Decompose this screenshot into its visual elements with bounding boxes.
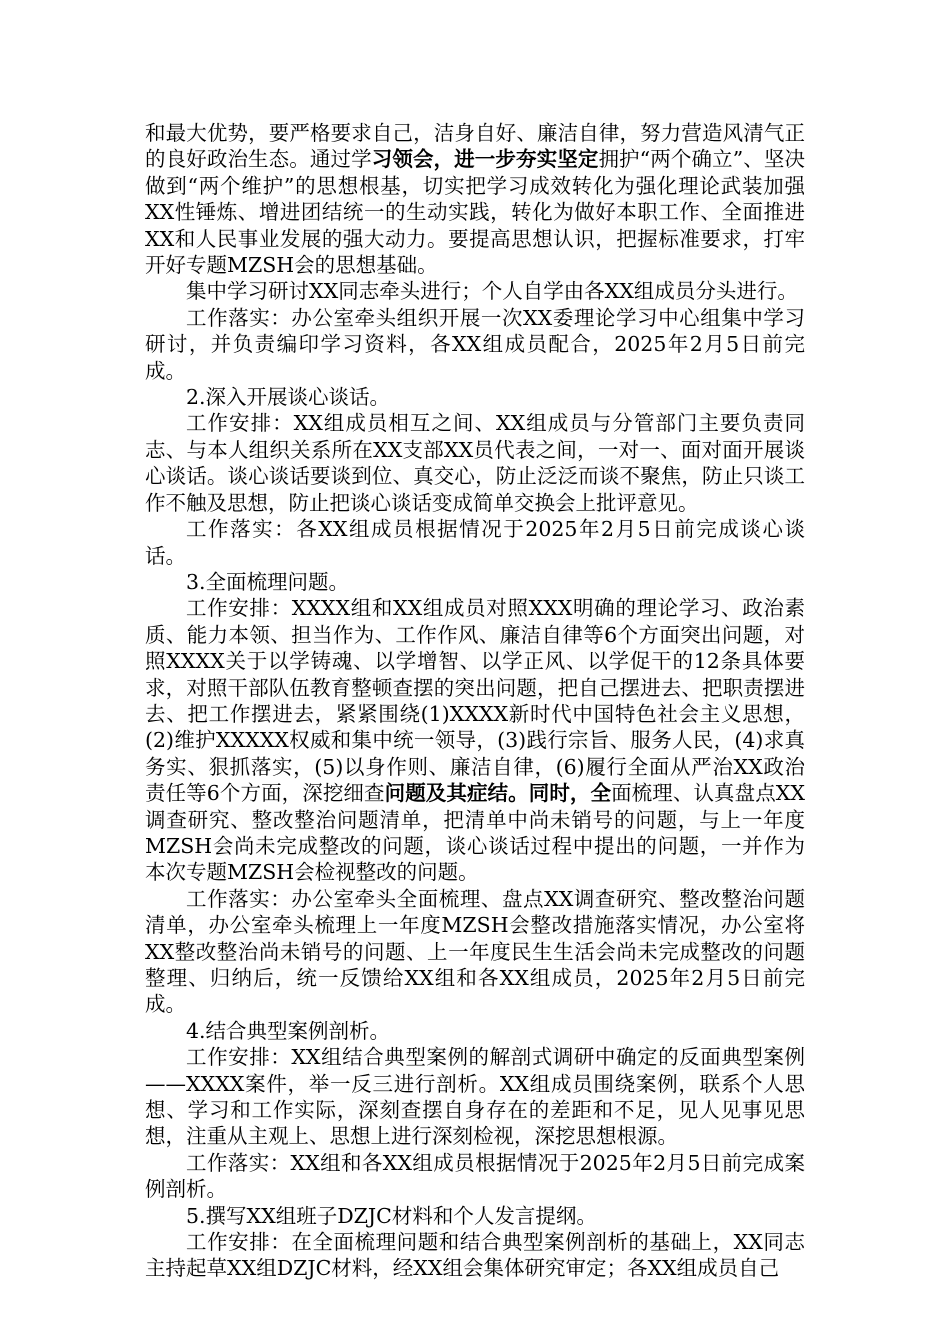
- text-run: 工作落实：各XX组成员根据情况于2025年2月5日前完成谈心谈话。: [145, 517, 805, 568]
- text-run: 工作安排：XXXX组和XX组成员对照XXX明确的理论学习、政治素质、能力本领、担当作为、工作作风、廉洁自律等6个方面突出问题，对照XXXX关于以学铸魂、以学增智、以学正风、以学促干的12条具体要求，对照干部队伍教育整顿查摆的突出问题，把自己摆进去、把职责摆进去、把工作摆进去，紧紧围绕(1)XXXX新时代中国特色社会主义思想，(2)维护XXXXX权威和集中统一领导，(3)践行宗旨、服务人民，(4)求真务实、狠抓落实，(5)以身作则、廉洁自律，(6)履行全面从严治XX政治责任等6个方面，深挖细查: [145, 596, 805, 806]
- text-run: 工作落实：XX组和各XX组成员根据情况于2025年2月5日前完成案例剖析。: [145, 1150, 805, 1202]
- section-heading: [145, 384, 805, 410]
- paragraph: [145, 595, 805, 885]
- paragraph: [145, 1229, 805, 1282]
- section-heading: [145, 569, 805, 595]
- text-run: 5.撰写XX组班子DZJC材料和个人发言提纲。: [186, 1203, 597, 1228]
- text-run: 拥护“两个确立”、坚决做到“两个维护”的思想根基，切实把学习成效转化为强化理论武装加强XX性锤炼、增进团结统一的生动实践，转化为做好本职工作、全面推进XX和人民事业发展的强大动力。要提高思想认识，把握标准要求，打牢开好专题MZSH会的思想基础。: [145, 147, 806, 278]
- text-run: 面梳理、认真盘点XX调查研究、整改整治问题清单，把清单中尚未销号的问题，与上一年度MZSH会尚未完成整改的问题，谈心谈话过程中提出的问题，一并作为本次专题MZSH会检视整改的问题。: [145, 781, 805, 885]
- section-heading: [145, 1203, 805, 1229]
- text-run: 2.深入开展谈心谈话。: [186, 385, 391, 410]
- paragraph: [145, 278, 805, 304]
- text-run: 3.全面梳理问题。: [186, 569, 350, 594]
- text-run: 工作安排：在全面梳理问题和结合典型案例剖析的基础上，XX同志主持起草XX组DZJC材料，经XX组会集体研究审定；各XX组成员自己: [145, 1230, 805, 1281]
- text-run: 工作安排：XX组成员相互之间、XX组成员与分管部门主要负责同志、与本人组织关系所在XX支部XX员代表之间，一对一、面对面开展谈心谈话。谈心谈话要谈到位、真交心，防止泛泛而谈不聚焦，防止只谈工作不触及思想，防止把谈心谈话变成简单交换会上批评意见。: [145, 411, 805, 515]
- paragraph: [145, 1150, 805, 1203]
- paragraph-continuation: [145, 120, 805, 278]
- paragraph: [145, 305, 805, 384]
- text-run: 和最大优势，要严格要求自己，洁身自好、廉洁自律，努力营造风清气正的良好政治生态。通过学: [145, 121, 805, 172]
- section-heading: [145, 1018, 805, 1044]
- bold-text-run: 习领会，进一步夯实坚定: [371, 147, 599, 172]
- paragraph: [145, 1044, 805, 1150]
- text-run: 集中学习研讨XX同志牵头进行；个人自学由各XX组成员分头进行。: [186, 279, 798, 304]
- bold-text-run: 问题及其症结。同时，全: [384, 781, 612, 806]
- text-run: 工作安排：XX组结合典型案例的解剖式调研中确定的反面典型案例——XXXX案件，举一反三进行剖析。XX组成员围绕案例，联系个人思想、学习和工作实际，深刻查摆自身存在的差距和不足，见人见事见思想，注重从主观上、思想上进行深刻检视，深挖思想根源。: [145, 1045, 805, 1149]
- paragraph: [145, 516, 805, 569]
- text-run: 工作落实：办公室牵头组织开展一次XX委理论学习中心组集中学习研讨，并负责编印学习资料，各XX组成员配合，2025年2月5日前完成。: [145, 305, 805, 383]
- document-body: [145, 120, 805, 1282]
- paragraph: [145, 410, 805, 516]
- text-run: 4.结合典型案例剖析。: [186, 1018, 391, 1043]
- text-run: 工作落实：办公室牵头全面梳理、盘点XX调查研究、整改整治问题清单，办公室牵头梳理上一年度MZSH会整改措施落实情况，办公室将XX整改整治尚未销号的问题、上一年度民生生活会尚未完成整改的问题整理、归纳后，统一反馈给XX组和各XX组成员，2025年2月5日前完成。: [145, 886, 805, 1017]
- paragraph: [145, 886, 805, 1018]
